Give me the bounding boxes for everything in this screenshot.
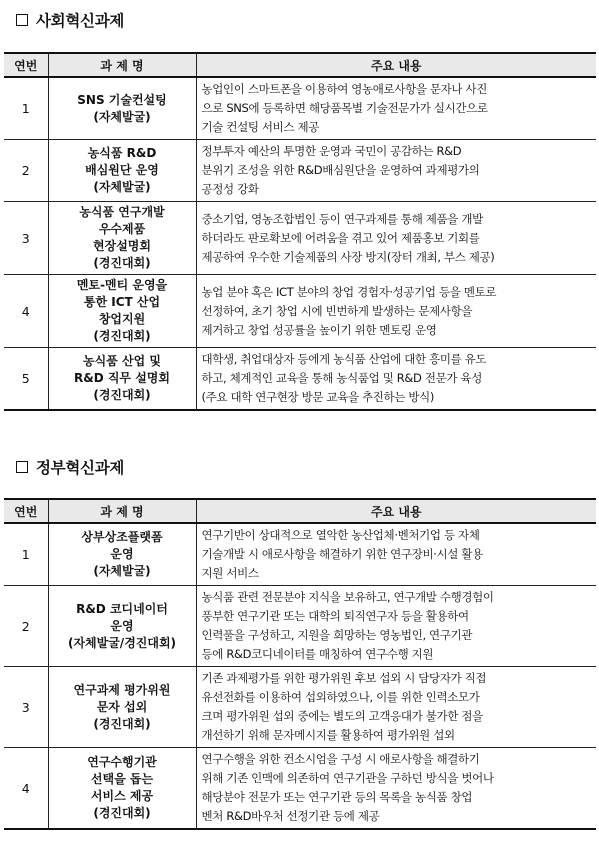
content-line: 기술 컨설팅 서비스 제공 <box>201 120 320 134</box>
task-content-cell <box>196 140 596 202</box>
task-name-line: 연구수행기관 <box>87 755 157 769</box>
content-line: 농식품 관련 전문분야 지식을 보유하고, 연구개발 수행경험이 <box>201 590 494 604</box>
task-name-line: 우수제품 <box>98 222 146 236</box>
table-row <box>4 140 596 202</box>
table-row <box>4 523 596 586</box>
task-name-line: 운영 <box>110 618 134 633</box>
task-name-line: 배심원단 운영 <box>85 163 159 177</box>
table-header-row <box>4 499 596 523</box>
task-name-line: 현장설명회 <box>93 239 151 253</box>
task-name-line: 농식품 산업 및 <box>83 354 161 368</box>
task-name-line: 농식품 연구개발 <box>79 205 165 219</box>
content-line: 등에 R&D코디네이터를 매칭하여 연구수행 지원 <box>201 647 434 661</box>
header-no: 연번 <box>4 499 48 523</box>
content-line: 중소기업, 영농조합법인 등이 연구과제를 통해 제품을 개발 <box>201 211 483 226</box>
content-line: 정부투자 예산의 투명한 운영과 국민이 공감하는 R&D <box>201 144 462 158</box>
content-line: 농업 분야 혹은 ICT 분야의 창업 경험자·성공기업 등을 멘토로 <box>201 284 497 299</box>
content-line: 공정성 강화 <box>201 182 259 196</box>
task-name-line: 농식품 R&D <box>87 146 157 160</box>
content-line: 연구기반이 상대적으로 열악한 농산업체·벤처기업 등 자체 <box>201 528 480 542</box>
content-line: 해당분야 전문가 또는 연구기관 등의 목록을 농식품 창업 <box>201 790 473 804</box>
row-number: 4 <box>4 748 48 830</box>
task-type: (자체발굴) <box>93 564 151 578</box>
row-number: 1 <box>4 523 48 586</box>
task-name-line: 문자 섭외 <box>96 699 148 714</box>
task-name-line: 선택을 돕는 <box>90 772 154 786</box>
task-content-cell <box>196 77 596 140</box>
task-name-line: R&D 코디네이터 <box>76 601 168 616</box>
row-number: 3 <box>4 202 48 275</box>
table-row <box>4 586 596 667</box>
task-type: (경진대회) <box>93 329 151 343</box>
table-header-row <box>4 53 596 77</box>
task-name-line: 멘토-멘티 운영을 <box>76 278 168 292</box>
content-line: 하고, 체계적인 교육을 통해 농식품업 및 R&D 전문가 육성 <box>201 371 482 385</box>
task-content-cell <box>196 523 596 586</box>
task-name-cell <box>48 77 196 140</box>
task-name-cell <box>48 523 196 586</box>
table-row <box>4 275 596 348</box>
table-row <box>4 667 596 748</box>
checkbox-icon <box>16 14 28 26</box>
section-title-social <box>16 9 124 31</box>
header-name: 과 제 명 <box>48 499 196 523</box>
content-line: 분위기 조성을 위한 R&D배심원단을 운영하여 과제평가의 <box>201 163 480 177</box>
task-name-cell <box>48 348 196 411</box>
row-number: 5 <box>4 348 48 411</box>
content-line: 인력풀을 구성하고, 지원을 희망하는 영농법인, 연구기관 <box>201 628 473 642</box>
content-line: 으로 SNS에 등록하면 해당품목별 기술전문가가 실시간으로 <box>201 101 488 115</box>
task-type: (경진대회) <box>93 256 151 270</box>
content-line: 대학생, 취업대상자 등에게 농식품 산업에 대한 흥미를 유도 <box>201 352 487 366</box>
content-line: 기술개발 시 애로사항을 해결하기 위한 연구장비·시설 활용 <box>201 547 483 561</box>
content-line: 위해 기존 인맥에 의존하여 연구기관을 구하던 방식을 벗어나 <box>201 771 494 785</box>
task-type: (경진대회) <box>93 716 151 731</box>
content-line: 지원 서비스 <box>201 566 259 580</box>
task-content-cell <box>196 275 596 348</box>
task-type: (경진대회) <box>93 388 151 402</box>
content-line: 유선전화를 이용하여 섭외하였으나, 이를 위한 인력소모가 <box>201 690 480 704</box>
task-table-social <box>4 52 596 411</box>
task-name-cell <box>48 667 196 748</box>
row-number: 4 <box>4 275 48 348</box>
header-content: 주요 내용 <box>196 499 596 523</box>
task-name-line: 연구과제 평가위원 <box>73 682 171 697</box>
section-title-text: 사회혁신과제 <box>36 12 125 30</box>
task-name-line: 통한 ICT 산업 <box>83 295 161 309</box>
header-content: 주요 내용 <box>196 53 596 77</box>
task-name-line: R&D 직무 설명회 <box>74 371 170 385</box>
content-line: 기존 과제평가를 위한 평가위원 후보 섭외 시 담당자가 직접 <box>201 671 487 685</box>
task-name-cell <box>48 586 196 667</box>
content-line: (주요 대학 연구현장 방문 교육을 추진하는 방식) <box>201 390 435 404</box>
content-line: 크며 평가위원 섭외 중에는 별도의 고객응대가 불가한 점을 <box>201 709 483 723</box>
content-line: 하더라도 판로확보에 어려움을 겪고 있어 제품홍보 기회를 <box>201 230 480 245</box>
task-content-cell <box>196 586 596 667</box>
task-type: (자체발굴) <box>93 180 151 194</box>
content-line: 제공하여 우수한 기술제품의 사장 방지(장터 개최, 부스 제공) <box>201 249 495 264</box>
row-number: 3 <box>4 667 48 748</box>
task-name-line: SNS 기술컨설팅 <box>77 92 167 107</box>
content-line: 개선하기 위해 문자메시지를 활용하여 평가위원 섭외 <box>201 728 455 742</box>
section-title-government <box>16 456 124 478</box>
table-row <box>4 748 596 830</box>
content-line: 연구수행을 위한 컨소시엄을 구성 시 애로사항을 해결하기 <box>201 752 480 766</box>
content-line: 선정하여, 초기 창업 시에 빈번하게 발생하는 문제사항을 <box>201 303 473 318</box>
section-title-text: 정부혁신과제 <box>36 459 125 477</box>
row-number: 2 <box>4 586 48 667</box>
row-number: 1 <box>4 77 48 140</box>
content-line: 농업인이 스마트폰을 이용하여 영농애로사항을 문자나 사진 <box>201 82 488 96</box>
task-table-government <box>4 498 596 830</box>
task-name-line: 창업지원 <box>98 312 146 326</box>
task-type: (경진대회) <box>93 806 151 820</box>
table-row <box>4 348 596 411</box>
task-name-cell <box>48 748 196 830</box>
task-content-cell <box>196 748 596 830</box>
task-content-cell <box>196 202 596 275</box>
task-name-cell <box>48 275 196 348</box>
task-content-cell <box>196 348 596 411</box>
task-name-line: 서비스 제공 <box>90 789 154 803</box>
content-line: 풍부한 연구기관 또는 대학의 퇴직연구자 등을 활용하여 <box>201 609 469 623</box>
task-type: (자체발굴/경진대회) <box>67 635 177 650</box>
row-number: 2 <box>4 140 48 202</box>
task-name-line: 운영 <box>110 547 134 561</box>
header-name: 과 제 명 <box>48 53 196 77</box>
content-line: 벤처 R&D바우처 선정기관 등에 제공 <box>201 809 380 823</box>
content-line: 제거하고 창업 성공률을 높이기 위한 멘토링 운영 <box>201 322 437 337</box>
table-row <box>4 77 596 140</box>
task-type: (자체발굴) <box>93 109 151 124</box>
task-name-cell <box>48 140 196 202</box>
task-name-cell <box>48 202 196 275</box>
task-name-line: 상부상조플랫폼 <box>81 530 163 544</box>
table-row <box>4 202 596 275</box>
header-no: 연번 <box>4 53 48 77</box>
checkbox-icon <box>16 461 28 473</box>
task-content-cell <box>196 667 596 748</box>
